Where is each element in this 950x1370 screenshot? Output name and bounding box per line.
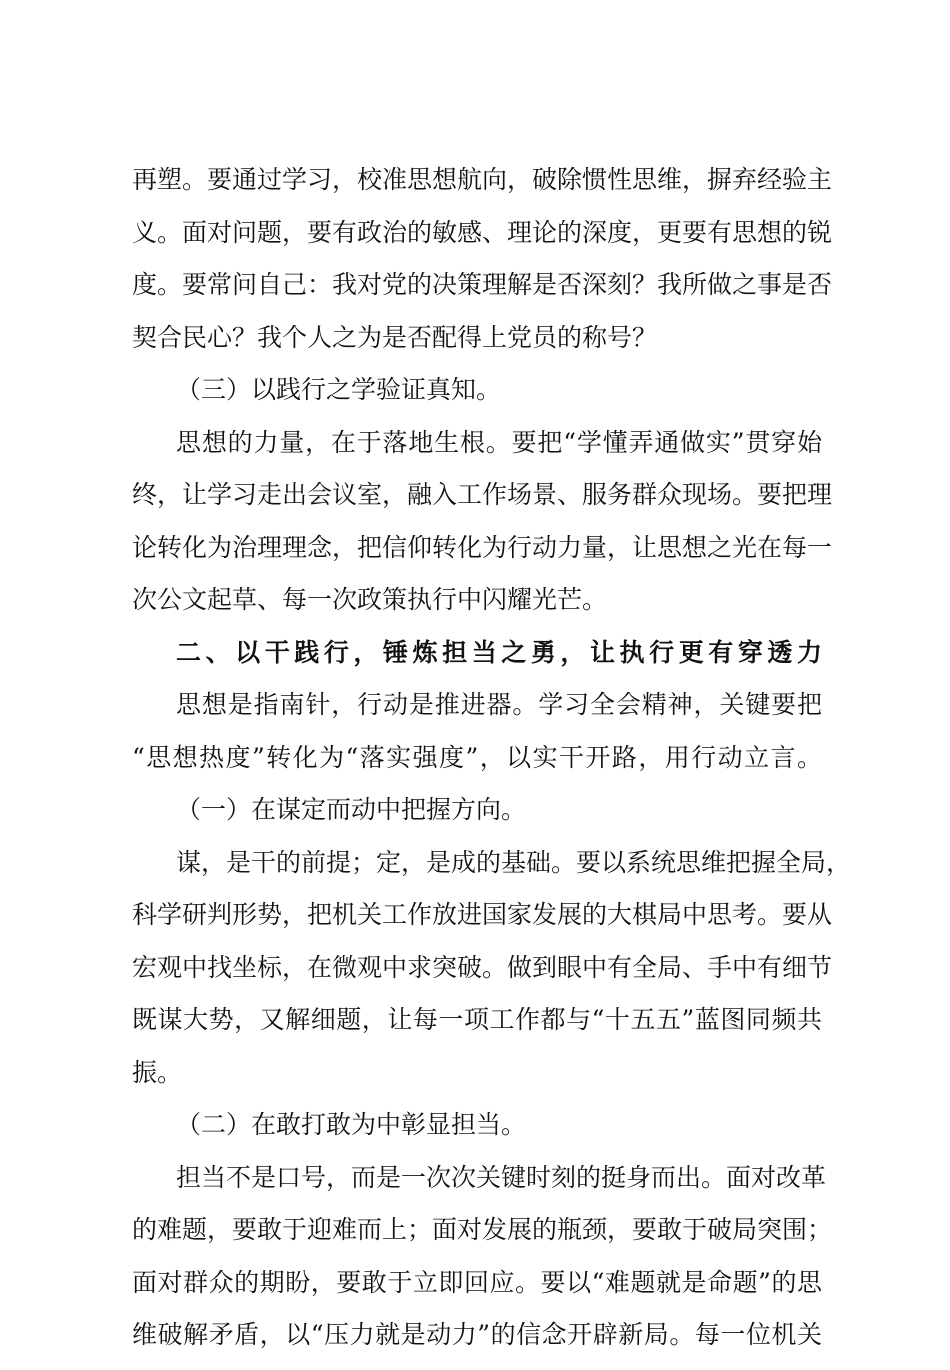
paragraph-line: 振。 [132, 1057, 183, 1087]
paragraph-line: “思想热度”转化为“落实强度”，以实干开路，用行动立言。 [132, 742, 822, 772]
paragraph-line: 义。面对问题，要有政治的敏感、理论的深度，更要有思想的锐 [132, 217, 833, 247]
paragraph-line: 思想的力量，在于落地生根。要把“学懂弄通做实”贯穿始 [176, 427, 822, 457]
paragraph-line: 思想是指南针，行动是推进器。学习全会精神，关键要把 [176, 690, 822, 719]
subsection-heading: （三）以践行之学验证真知。 [176, 375, 502, 404]
paragraph-line: 的难题，要敢于迎难而上；面对发展的瓶颈，要敢于破局突围； [132, 1215, 833, 1244]
paragraph-line: 宏观中找坐标，在微观中求突破。做到眼中有全局、手中有细节 [132, 952, 833, 982]
document-page [132, 162, 852, 1370]
paragraph-line: 维破解矛盾，以“压力就是动力”的信念开辟新局。每一位机关 [132, 1320, 822, 1349]
paragraph-line: 再塑。要通过学习，校准思想航向，破除惯性思维，摒弃经验主 [132, 165, 833, 194]
paragraph-line: 终，让学习走出会议室，融入工作场景、服务群众现场。要把理 [132, 480, 833, 509]
paragraph-line: 次公文起草、每一次政策执行中闪耀光芒。 [132, 585, 608, 614]
paragraph-line: 论转化为治理理念，把信仰转化为行动力量，让思想之光在每一 [132, 532, 833, 562]
subsection-heading: （二）在敢打敢为中彰显担当。 [176, 1110, 527, 1139]
paragraph-line: 面对群众的期盼，要敢于立即回应。要以“难题就是命题”的思 [132, 1267, 822, 1297]
paragraph-line: 契合民心？我个人之为是否配得上党员的称号？ [132, 322, 658, 352]
paragraph-line: 谋，是干的前提；定，是成的基础。要以系统思维把握全局， [176, 847, 852, 877]
paragraph-line: 担当不是口号，而是一次次关键时刻的挺身而出。面对改革 [176, 1162, 827, 1192]
paragraph-line: 科学研判形势，把机关工作放进国家发展的大棋局中思考。要从 [132, 900, 833, 929]
paragraph-line: 度。要常问自己：我对党的决策理解是否深刻？我所做之事是否 [132, 270, 833, 299]
subsection-heading: （一）在谋定而动中把握方向。 [176, 795, 527, 824]
section-heading: 二、以干践行，锤炼担当之勇，让执行更有穿透力 [176, 637, 822, 667]
paragraph-line: 既谋大势，又解细题，让每一项工作都与“十五五”蓝图同频共 [132, 1005, 822, 1034]
